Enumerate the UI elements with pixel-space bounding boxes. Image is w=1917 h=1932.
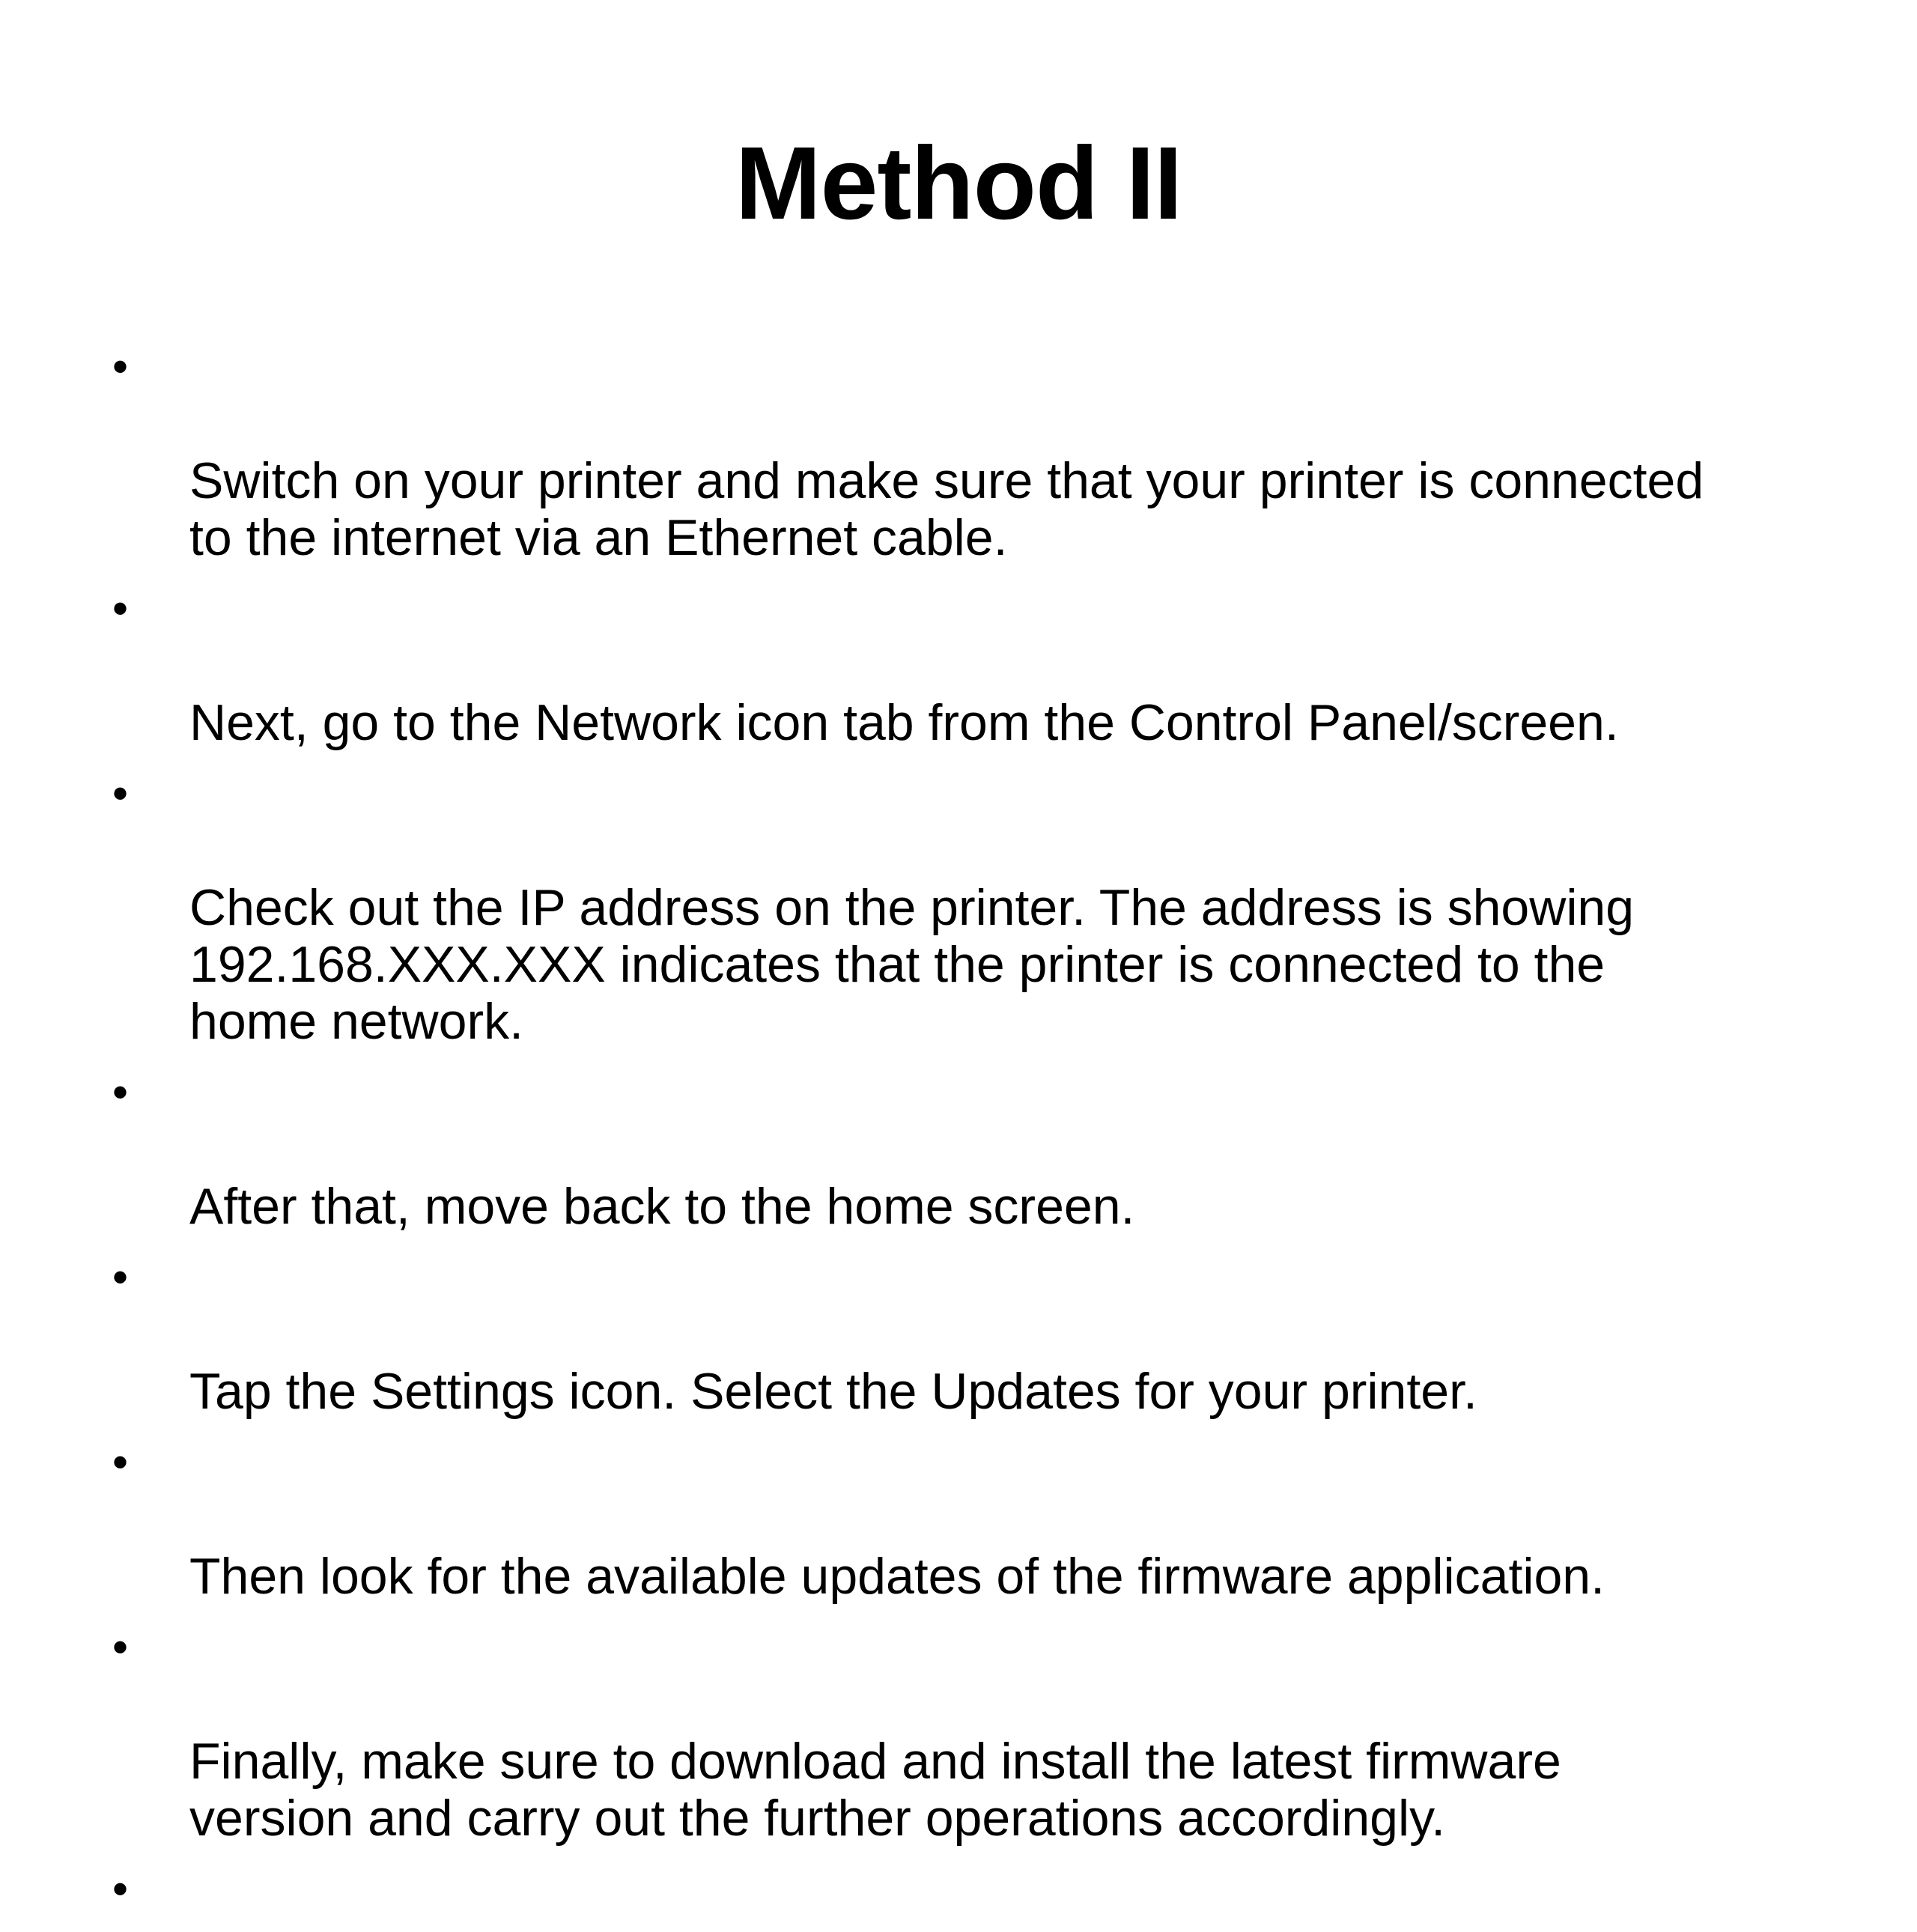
- bullet-icon: •: [112, 1437, 129, 1487]
- bullet-item-empty: [112, 1861, 1835, 1918]
- bullet-item: [112, 580, 1835, 751]
- bullet-item: [112, 765, 1835, 1050]
- bullet-icon: •: [112, 1252, 129, 1302]
- bullet-text: Check out the IP address on the printer. The address is showing 192.168.XXX.XXX indicates that the printer is connected to the home network.: [189, 879, 1635, 1050]
- bullet-item: [112, 1064, 1835, 1235]
- bullet-text: Next, go to the Network icon tab from the Control Panel/screen.: [189, 694, 1619, 751]
- bullet-item: [112, 1249, 1835, 1420]
- bullet-text: Then look for the available updates of the firmware application.: [189, 1548, 1605, 1605]
- bullet-text: Tap the Settings icon. Select the Updates for your printer.: [189, 1363, 1477, 1420]
- bullet-item: [112, 338, 1835, 566]
- bullet-icon: •: [112, 341, 129, 392]
- bullet-text: Finally, make sure to download and install the latest firmware version and carry out the further operations accordingly.: [189, 1733, 1561, 1847]
- bullet-list: [112, 338, 1835, 1932]
- bullet-icon: •: [112, 1864, 129, 1914]
- bullet-item: [112, 1434, 1835, 1605]
- bullet-icon: •: [112, 1622, 129, 1672]
- bullet-icon: •: [112, 583, 129, 634]
- bullet-icon: •: [112, 1067, 129, 1117]
- bullet-icon: •: [112, 768, 129, 818]
- bullet-item: [112, 1619, 1835, 1847]
- slide-title: Method II: [735, 126, 1182, 241]
- bullet-text: Switch on your printer and make sure that your printer is connected to the internet via an Ethernet cable.: [189, 452, 1704, 566]
- bullet-text: After that, move back to the home screen.: [189, 1178, 1135, 1235]
